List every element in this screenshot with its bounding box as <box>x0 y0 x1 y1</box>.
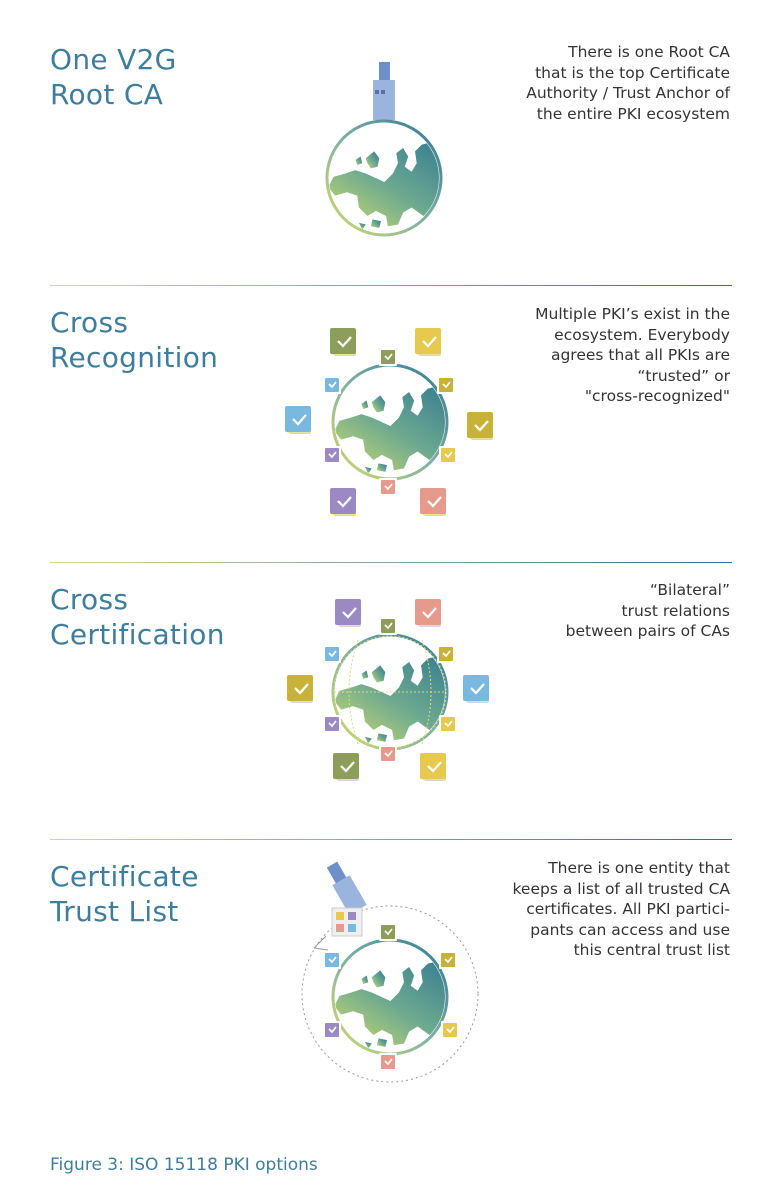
section-title-root-ca: One V2G Root CA <box>50 43 177 111</box>
section-divider <box>50 562 732 563</box>
globe-with-cross-certified-cas-icon <box>270 592 510 792</box>
section-title-certificate-trust-list: Certificate Trust List <box>50 860 199 928</box>
section-divider <box>50 839 732 840</box>
tower-body <box>373 80 395 120</box>
globe-with-pki-certificate-stacks-icon <box>270 315 510 530</box>
figure-caption: Figure 3: ISO 15118 PKI options <box>50 1155 318 1175</box>
section-title-cross-certification: Cross Certification <box>50 583 225 651</box>
globe-with-central-trust-list-icon <box>280 852 500 1092</box>
section-divider <box>50 285 732 286</box>
section-description-certificate-trust-list: There is one entity that keeps a list of all trusted CA certificates. All PKI partici- pants can access and use this central trust list <box>512 859 730 959</box>
section-description-cross-certification: “Bilateral” trust relations between pairs of CAs <box>565 581 730 640</box>
globe-with-root-ca-tower-icon <box>300 58 470 243</box>
tower-top <box>379 62 390 82</box>
section-title-cross-recognition: Cross Recognition <box>50 306 219 374</box>
section-description-cross-recognition: Multiple PKI’s exist in the ecosystem. Everybody agrees that all PKIs are “trusted” or "cross-recognized" <box>535 305 730 405</box>
section-description-root-ca: There is one Root CA that is the top Certificate Authority / Trust Anchor of the entire PKI ecosystem <box>526 43 730 123</box>
